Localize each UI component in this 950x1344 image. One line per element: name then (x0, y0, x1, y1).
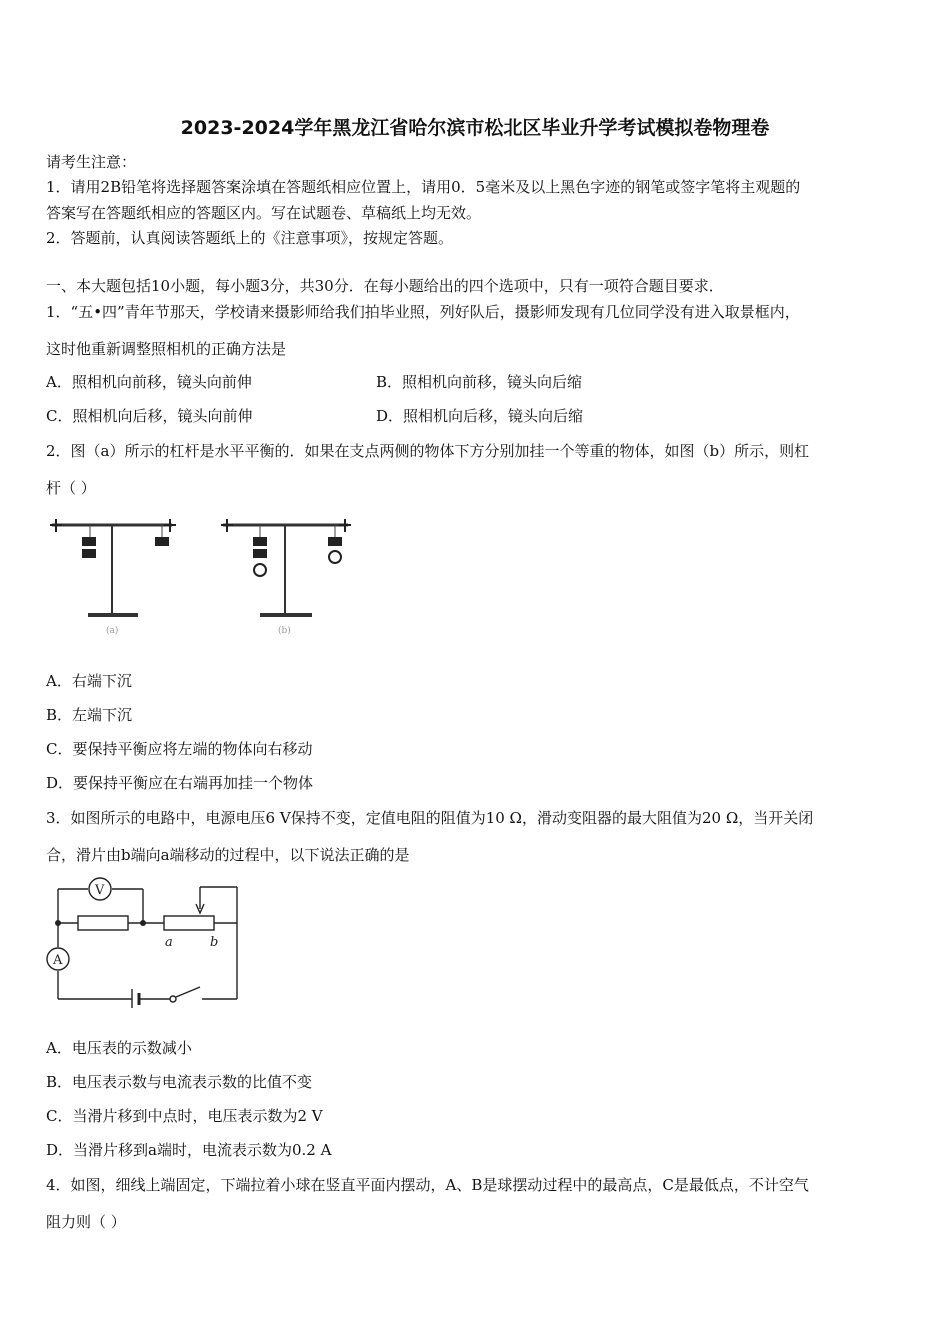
lever-a-figure (50, 519, 176, 617)
q1-stem-b: 这时他重新调整照相机的正确方法是 (46, 340, 287, 358)
q3-option-c: C．当滑片移到中点时，电压表示数为2 V (46, 1107, 323, 1125)
q2-option-c: C．要保持平衡应将左端的物体向右移动 (46, 740, 313, 758)
q1-option-a: A．照相机向前移，镜头向前伸 (46, 373, 252, 391)
q3-stem-a: 3．如图所示的电路中，电源电压6 V保持不变，定值电阻的阻值为10 Ω，滑动变阻器的最大阻值为20 Ω，当开关闭 (46, 809, 814, 827)
q1-stem-a: 1．“五•四”青年节那天，学校请来摄影师给我们拍毕业照，列好队后，摄影师发现有几位同学没有进入取景框内， (46, 303, 800, 321)
q1-option-c: C．照相机向后移，镜头向前伸 (46, 407, 253, 425)
q3-option-d: D．当滑片移到a端时，电流表示数为0.2 A (46, 1141, 332, 1159)
q4-stem-b: 阻力则（ ） (46, 1213, 126, 1231)
lever-b-figure (221, 519, 351, 617)
q3-option-a: A．电压表的示数减小 (46, 1039, 192, 1057)
voltmeter-label: V (95, 883, 105, 898)
notice-line2: 2．答题前，认真阅读答题纸上的《注意事项》，按规定答题。 (46, 229, 454, 247)
q2-stem-a: 2．图（a）所示的杠杆是水平平衡的．如果在支点两侧的物体下方分别加挂一个等重的物体，如图（b）所示，则杠 (46, 442, 810, 460)
end-a-label: a (165, 935, 173, 950)
fixed-resistor (78, 916, 128, 930)
circuit-diagram (40, 873, 245, 1008)
q4-stem-a: 4．如图，细线上端固定，下端拉着小球在竖直平面内摆动，A、B是球摆动过程中的最高点，C是最低点，不计空气 (46, 1176, 809, 1194)
page-title: 2023-2024学年黑龙江省哈尔滨市松北区毕业升学考试模拟卷物理卷 (180, 117, 770, 139)
lever-figure (40, 505, 370, 640)
notice-line1a: 1．请用2B铅笔将选择题答案涂填在答题纸相应位置上，请用0．5毫米及以上黑色字迹的钢笔或签字笔将主观题的 (46, 178, 801, 196)
switch-icon (170, 996, 176, 1002)
end-b-label: b (210, 935, 219, 950)
q2-option-d: D．要保持平衡应在右端再加挂一个物体 (46, 774, 314, 792)
q3-option-b: B．电压表示数与电流表示数的比值不变 (46, 1073, 313, 1091)
ammeter-label: A (53, 953, 63, 968)
notice-heading: 请考生注意： (46, 153, 137, 171)
q2-stem-b: 杆（ ） (46, 479, 96, 497)
fig-b-label: (b) (278, 626, 291, 636)
q1-option-d: D．照相机向后移，镜头向后缩 (376, 407, 584, 425)
section1-heading: 一、本大题包括10小题，每小题3分，共30分．在每小题给出的四个选项中，只有一项符合题目要求． (46, 277, 724, 295)
rheostat (164, 916, 214, 930)
q3-stem-b: 合，滑片由b端向a端移动的过程中，以下说法正确的是 (46, 846, 410, 864)
fig-a-label: (a) (106, 626, 119, 636)
q2-option-a: A．右端下沉 (46, 672, 132, 690)
notice-line1b: 答案写在答题纸相应的答题区内。写在试题卷、草稿纸上均无效。 (46, 204, 482, 222)
q1-option-b: B．照相机向前移，镜头向后缩 (376, 373, 583, 391)
q2-option-b: B．左端下沉 (46, 706, 133, 724)
